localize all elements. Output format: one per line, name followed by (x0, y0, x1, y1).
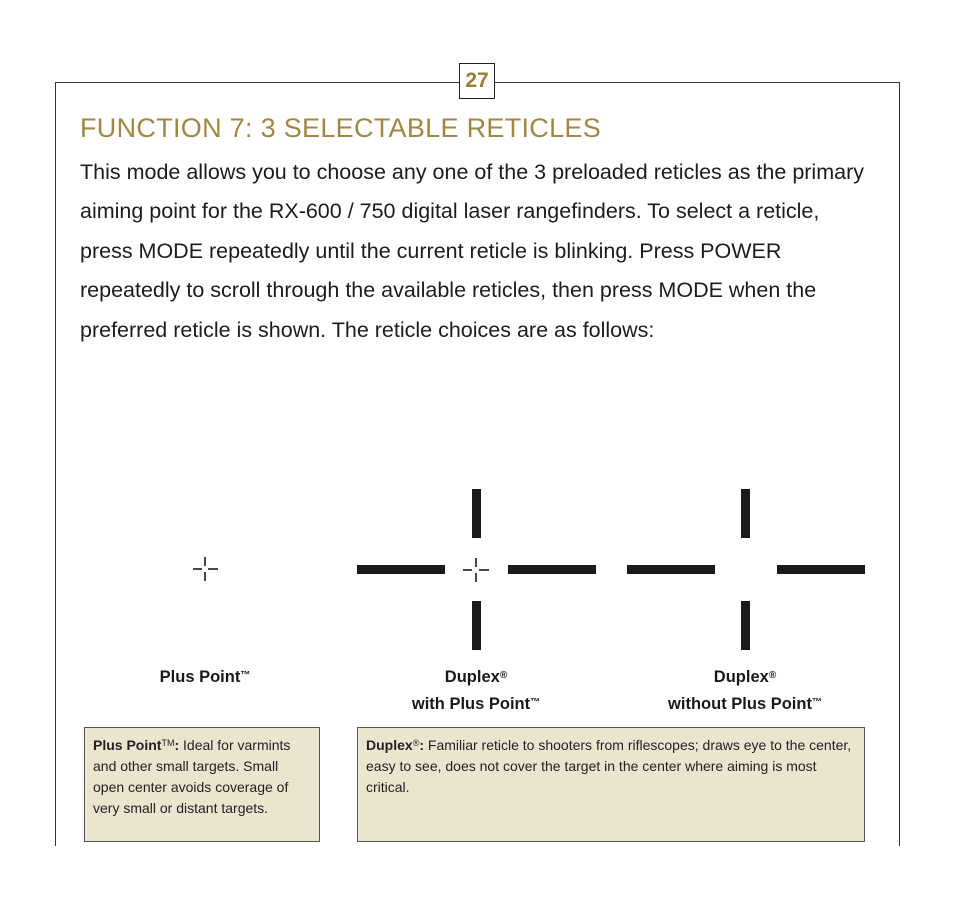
duplex-with-plus-point-reticle-icon (357, 489, 596, 650)
caption-line: without Plus Point (668, 695, 812, 713)
caption-plus-point (120, 664, 290, 691)
registered-mark: ® (499, 670, 508, 681)
trademark-mark: ™ (811, 697, 822, 708)
note-text: Ideal for varmints and other small targets. Small open center avoids coverage of very small or distant targets. (93, 737, 291, 816)
trademark-mark: TM (161, 738, 175, 748)
trademark-mark: ™ (530, 697, 541, 708)
page-title: FUNCTION 7: 3 SELECTABLE RETICLES (80, 113, 602, 143)
registered-mark: ® (412, 738, 420, 748)
note-colon: : (419, 737, 424, 753)
caption-line: with Plus Point (411, 695, 531, 713)
note-term: Duplex (366, 737, 413, 753)
caption-line: Duplex (444, 668, 500, 686)
note-text: Familiar reticle to shooters from riflescopes; draws eye to the center, easy to see, does not cover the target in the center where aiming is most critical. (366, 737, 852, 795)
caption-line: Plus Point (159, 668, 241, 686)
caption-line: Duplex (713, 668, 769, 686)
note-plus-point (84, 727, 320, 842)
intro-paragraph: This mode allows you to choose any one of the 3 preloaded reticles as the primary aiming point for the RX-600 / 750 digital laser rangefinders. To select a reticle, press MODE repeatedly until the current reticle is blinking. Press POWER repeatedly to scroll through the available reticles, then press MODE when the preferred reticle is shown. The reticle choices are as follows: (80, 160, 864, 342)
note-duplex (357, 727, 865, 842)
duplex-without-plus-point-reticle-icon (627, 489, 865, 650)
plus-point-reticle-icon (193, 557, 218, 581)
registered-mark: ® (768, 670, 777, 681)
caption-duplex-with-plus-point (386, 664, 566, 718)
trademark-mark: ™ (240, 670, 251, 681)
page-number-badge: 27 (459, 63, 495, 99)
caption-duplex-without-plus-point (655, 664, 835, 718)
note-term: Plus Point (93, 737, 162, 753)
note-colon: : (174, 737, 180, 753)
